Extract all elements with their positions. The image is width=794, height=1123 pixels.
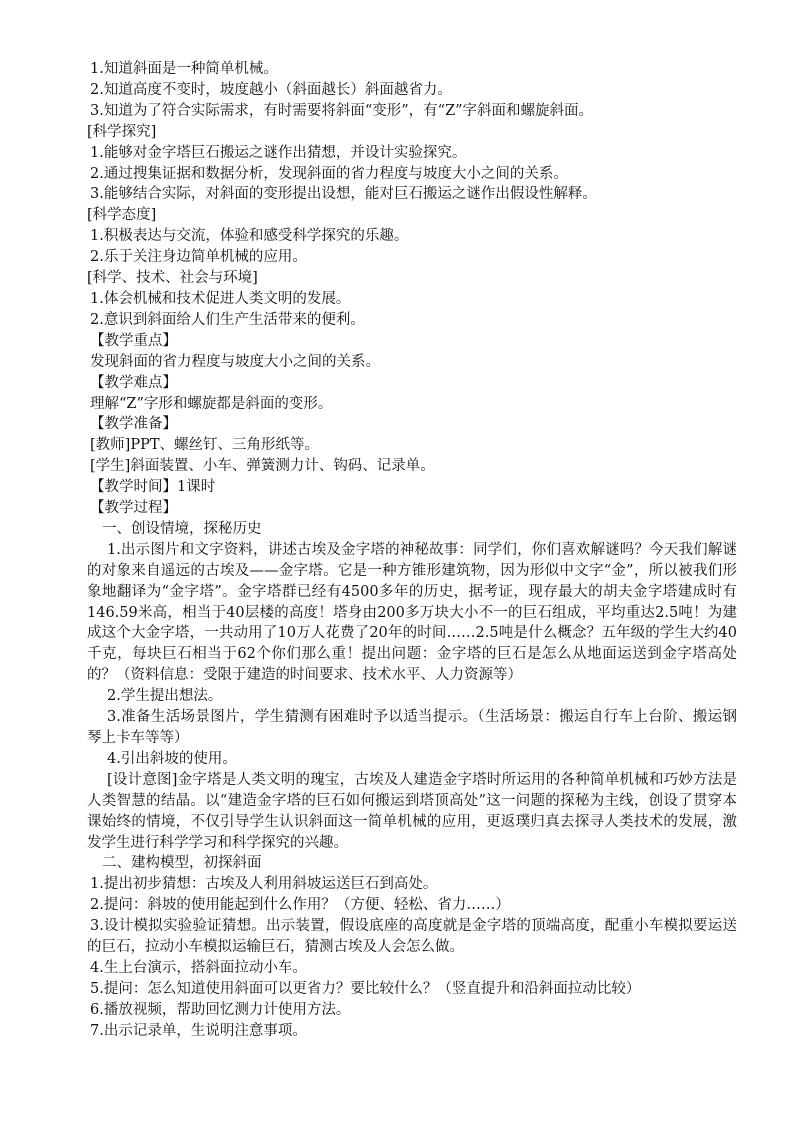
section-heading: 一、创设情境，探秘历史 (102, 520, 262, 537)
text-line: [学生]斜面装置、小车、弹簧测力计、钩码、记录单。 (90, 458, 435, 475)
text-line: 1.能够对金字塔巨石搬运之谜作出猜想，并设计实验探究。 (90, 144, 467, 161)
text-line: 1.知道斜面是一种简单机械。 (90, 61, 278, 77)
section-heading: 【教学准备】 (90, 416, 177, 433)
text-line: 4.生上台演示，搭斜面拉动小车。 (90, 959, 307, 976)
text-line: 理解“Z”字形和螺旋都是斜面的变形。 (90, 395, 333, 412)
text-line: 2.通过搜集证据和数据分析，发现斜面的省力程度与坡度大小之间的关系。 (90, 165, 568, 182)
text-line: 发现斜面的省力程度与坡度大小之间的关系。 (90, 353, 380, 370)
paragraph: 3.设计模拟实验验证猜想。出示装置，假设底座的高度就是金字塔的顶端高度，配重小车模拟要运送的巨石，拉动小车模拟运输巨石，猜测古埃及人会怎么做。 (87, 918, 737, 956)
text-line: 2.提问：斜坡的使用能起到什么作用？（方便、轻松、省力……） (90, 897, 510, 914)
text-line: 2.学生提出想法。 (107, 688, 223, 705)
section-heading: 【教学难点】 (90, 374, 177, 391)
text-line: 3.能够结合实际，对斜面的变形提出设想，能对巨石搬运之谜作出假设性解释。 (90, 186, 597, 203)
text-line: 1.积极表达与交流，体验和感受科学探究的乐趣。 (90, 228, 409, 245)
text-line: 2.意识到斜面给人们生产生活带来的便利。 (90, 311, 365, 328)
text-line: 1.体会机械和技术促进人类文明的发展。 (90, 290, 351, 307)
section-heading: 【教学过程】 (90, 500, 177, 517)
text-line: 6.播放视频，帮助回忆测力计使用方法。 (90, 1001, 351, 1018)
text-line: 7.出示记录单，生说明注意事项。 (90, 1022, 307, 1039)
section-heading: [科学探究] (87, 123, 157, 140)
text-line: 3.知道为了符合实际需求，有时需要将斜面“变形”，有“Z”字斜面和螺旋斜面。 (90, 102, 594, 119)
section-heading: 【教学重点】 (90, 332, 177, 349)
document-body (87, 59, 737, 1042)
text-line: [教师]PPT、螺丝钉、三角形纸等。 (90, 437, 319, 454)
paragraph: 1.出示图片和文字资料，讲述古埃及金字塔的神秘故事：同学们，你们喜欢解谜吗？今天我们解谜的对象来自遥远的古埃及——金字塔。它是一种方锥形建筑物，因为形似中文字“金”，所以被我们形象地翻译为“金字塔”。金字塔群已经有4500多年的历史，据考证，现存最大的胡夫金字塔建成时有146.59米高，相当于40层楼的高度！塔身由200多万块大小不一的巨石组成，平均重达2.5吨！为建成这个大金字塔，一共动用了10万人花费了20年的时间……2.5吨是什么概念？五年级的学生大约40千克，每块巨石相当于62个你们那么重！提出问题：金字塔的巨石是怎么从地面运送到金字塔高处的？（资料信息：受限于建造的时间要求、技术水平、人力资源等） (87, 541, 737, 684)
section-heading: 二、建构模型，初探斜面 (102, 855, 262, 872)
text-line: 1.提出初步猜想：古埃及人利用斜坡运送巨石到高处。 (90, 876, 438, 893)
paragraph: 3.准备生活场景图片，学生猜测有困难时予以适当提示。（生活场景：搬运自行车上台阶、搬运钢琴上卡车等等） (87, 709, 737, 746)
section-heading: [科学、技术、社会与环境] (87, 270, 258, 287)
text-line: 4.引出斜坡的使用。 (107, 750, 237, 767)
text-line: 5.提问：怎么知道使用斜面可以更省力？要比较什么？（竖直提升和沿斜面拉动比较） (90, 980, 641, 997)
text-line: 2.乐于关注身边简单机械的应用。 (90, 249, 307, 266)
text-line: 2.知道高度不变时，坡度越小（斜面越长）斜面越省力。 (90, 81, 452, 98)
section-heading: 【教学时间】1课时 (90, 479, 216, 496)
design-intent-paragraph: [设计意图]金字塔是人类文明的瑰宝，古埃及人建造金字塔时所运用的各种简单机械和巧妙方法是人类智慧的结晶。以“建造金字塔的巨石如何搬运到塔顶高处”这一问题的探秘为主线，创设了贯穿本课始终的情境，不仅引导学生认识斜面这一简单机械的应用，更返璞归真去探寻人类技术的发展，激发学生进行科学学习和科学探究的兴趣。 (87, 771, 737, 851)
section-heading: [科学态度] (87, 207, 157, 224)
objectives-list (87, 59, 737, 540)
